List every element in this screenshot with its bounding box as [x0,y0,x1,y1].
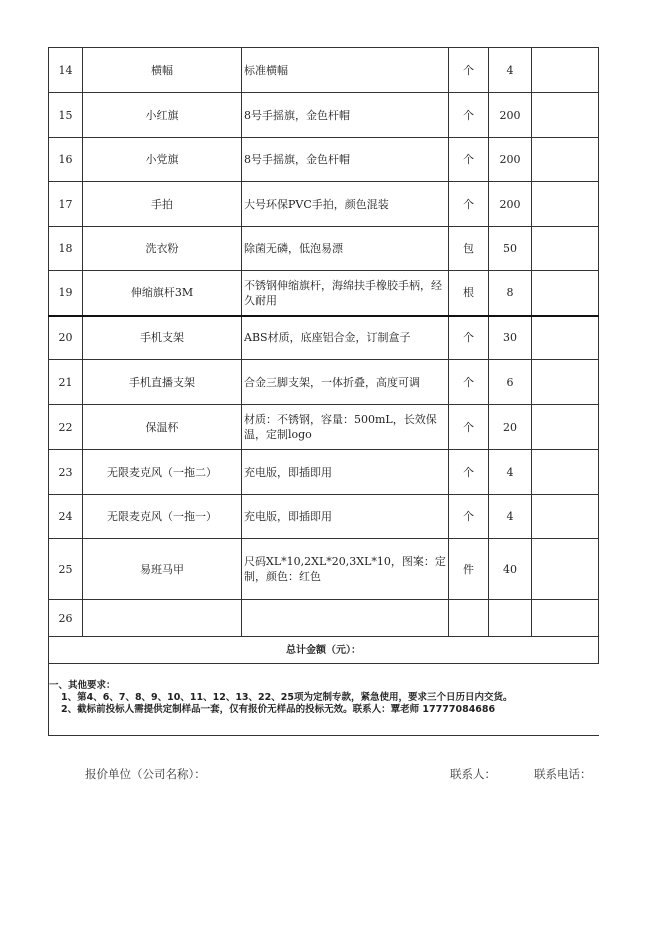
item-unit: 个 [449,450,489,495]
item-price [532,93,599,138]
item-price [532,495,599,539]
item-name: 易班马甲 [83,539,242,600]
item-quantity: 6 [489,360,532,405]
item-number: 26 [49,600,83,637]
table-row [49,227,599,271]
item-price [532,600,599,637]
item-price [532,138,599,182]
item-price [532,360,599,405]
item-price [532,316,599,360]
item-unit: 个 [449,316,489,360]
item-name: 无限麦克风（一拖一） [83,495,242,539]
item-name: 小党旗 [83,138,242,182]
item-price [532,539,599,600]
item-unit: 包 [449,227,489,271]
items-table [48,47,599,664]
item-name: 保温杯 [83,405,242,450]
item-name: 小红旗 [83,93,242,138]
item-quantity: 20 [489,405,532,450]
item-name: 横幅 [83,48,242,93]
item-description: 8号手摇旗，金色杆帽 [242,93,449,138]
item-name [83,600,242,637]
table-row [49,450,599,495]
item-unit: 根 [449,271,489,316]
item-unit [449,600,489,637]
item-quantity: 40 [489,539,532,600]
item-number: 22 [49,405,83,450]
item-unit: 个 [449,405,489,450]
footer-contact: 联系人： [450,767,496,781]
total-label: 总计金额（元）： [49,637,599,664]
total-row [49,637,599,664]
item-price [532,182,599,227]
item-number: 14 [49,48,83,93]
other-requirements [48,663,599,736]
item-description: 材质：不锈钢，容量：500mL，长效保温，定制logo [242,405,449,450]
item-number: 17 [49,182,83,227]
item-name: 洗衣粉 [83,227,242,271]
notes-title: 一、其他要求： [49,680,116,691]
notes-line-2: 2、截标前投标人需提供定制样品一套，仅有报价无样品的投标无效。联系人：覃老师 17777084686 [61,704,496,715]
item-name: 伸缩旗杆3M [83,271,242,316]
item-number: 25 [49,539,83,600]
item-number: 16 [49,138,83,182]
item-description: 不锈钢伸缩旗杆，海绵扶手橡胶手柄，经久耐用 [242,271,449,316]
item-unit: 个 [449,360,489,405]
item-quantity: 4 [489,48,532,93]
item-price [532,271,599,316]
footer-company: 报价单位（公司名称）： [85,767,206,781]
item-number: 18 [49,227,83,271]
item-number: 20 [49,316,83,360]
table-row [49,182,599,227]
item-price [532,227,599,271]
item-description: 标准横幅 [242,48,449,93]
table-row [49,360,599,405]
item-price [532,405,599,450]
table-row [49,48,599,93]
item-quantity: 200 [489,182,532,227]
item-price [532,48,599,93]
footer-phone: 联系电话： [534,767,592,781]
item-quantity: 50 [489,227,532,271]
item-unit: 个 [449,495,489,539]
notes-line-1: 1、第4、6、7、8、9、10、11、12、13、22、25项为定制专款，紧急使用，要求三个日历日内交货。 [61,692,513,703]
table-row [49,93,599,138]
item-description: 合金三脚支架，一体折叠，高度可调 [242,360,449,405]
item-quantity: 4 [489,495,532,539]
item-description: 充电版，即插即用 [242,450,449,495]
item-number: 19 [49,271,83,316]
item-quantity: 4 [489,450,532,495]
item-quantity: 30 [489,316,532,360]
table-row [49,405,599,450]
table-row [49,539,599,600]
item-name: 无限麦克风（一拖二） [83,450,242,495]
item-quantity [489,600,532,637]
item-number: 23 [49,450,83,495]
table-row [49,495,599,539]
item-description: 除菌无磷，低泡易漂 [242,227,449,271]
item-description: 8号手摇旗，金色杆帽 [242,138,449,182]
item-unit: 件 [449,539,489,600]
table-row [49,316,599,360]
item-description [242,600,449,637]
item-name: 手机直播支架 [83,360,242,405]
item-unit: 个 [449,93,489,138]
table-row [49,271,599,316]
item-number: 24 [49,495,83,539]
item-name: 手机支架 [83,316,242,360]
item-description: ABS材质，底座铝合金，订制盒子 [242,316,449,360]
table-row [49,138,599,182]
item-quantity: 200 [489,93,532,138]
item-quantity: 200 [489,138,532,182]
item-number: 15 [49,93,83,138]
item-quantity: 8 [489,271,532,316]
item-unit: 个 [449,182,489,227]
item-description: 尺码XL*10,2XL*20,3XL*10，图案：定制，颜色：红色 [242,539,449,600]
item-price [532,450,599,495]
item-unit: 个 [449,138,489,182]
item-description: 充电版，即插即用 [242,495,449,539]
item-description: 大号环保PVC手拍，颜色混装 [242,182,449,227]
item-number: 21 [49,360,83,405]
item-name: 手拍 [83,182,242,227]
table-row [49,600,599,637]
item-unit: 个 [449,48,489,93]
